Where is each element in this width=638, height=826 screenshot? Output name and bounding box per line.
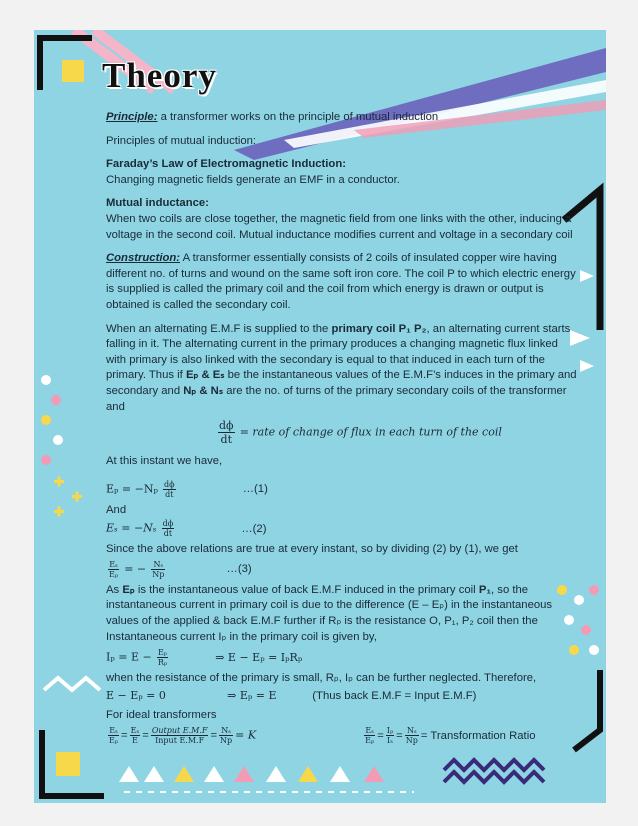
eq3-fraction-1 bbox=[108, 560, 119, 579]
ep-text-1: As bbox=[106, 583, 123, 596]
eq7-f3n: Nₛ bbox=[405, 726, 419, 736]
eq6-f3 bbox=[151, 726, 209, 745]
equation-6-7 bbox=[106, 726, 578, 745]
eq4-num: Eₚ bbox=[157, 648, 167, 658]
yellow-square-top-left bbox=[62, 60, 84, 82]
eq4-lhs: Iₚ = E − bbox=[106, 650, 152, 664]
construction-label: Construction: bbox=[106, 252, 181, 265]
eq6-f2 bbox=[130, 726, 141, 745]
rate-num: dϕ bbox=[219, 419, 234, 433]
alt-text-2: , an alternating current starts falling in it. The alternating current in the primary produces a changing magnetic flux linked with primary is also linked with the secondary is equal to that induced in each turn of the primary. Thus if bbox=[106, 322, 571, 382]
eq2-den: dt bbox=[163, 529, 173, 539]
eq1-tag: …(1) bbox=[242, 483, 268, 496]
rate-equation bbox=[106, 419, 578, 446]
eq3-num2: Nₛ bbox=[151, 560, 165, 570]
alt-bold-2: Eₚ & Eₛ bbox=[185, 369, 225, 382]
ep-text-3: , so the instantaneous current in primary coil is due to the difference (E – Eₚ) in the instantaneous values of the applied & back E.M.F further if Rₚ is the resistance O, P₁, P₂ coil then the Instantaneous current Iₚ in the primary coil is given by, bbox=[106, 583, 553, 643]
eq1-lhs: Eₚ = −Nₚ bbox=[106, 482, 158, 496]
instant-text: At this instant we have, bbox=[106, 455, 223, 468]
equation-3 bbox=[106, 560, 578, 579]
page-title: Theory bbox=[102, 56, 217, 95]
ideal-text: For ideal transformers bbox=[106, 709, 217, 722]
eq6-f3n: Output E.M.F bbox=[151, 726, 208, 736]
yellow-square-bottom-left bbox=[56, 752, 80, 776]
eq3-mid: = − bbox=[124, 562, 147, 576]
eq5-lhs: E − Eₚ = 0 bbox=[106, 688, 166, 702]
small-resistance-text: when the resistance of the primary is small, Rₚ, Iₚ can be further neglected. Therefore, bbox=[106, 672, 537, 685]
ep-bold-1: Eₚ bbox=[122, 583, 135, 596]
construction-paragraph bbox=[106, 251, 578, 313]
theory-content bbox=[102, 56, 578, 749]
eq6-f1 bbox=[108, 726, 119, 745]
eq7-f2d: Iₛ bbox=[387, 736, 393, 746]
alt-bold-1: primary coil P₁ P₂ bbox=[331, 322, 427, 335]
white-zigzag-left bbox=[44, 678, 100, 690]
equation-2 bbox=[106, 519, 578, 538]
alternating-emf-paragraph bbox=[106, 322, 578, 416]
eq7-f1n: Eₛ bbox=[365, 726, 374, 736]
construction-text: A transformer essentially consists of 2 coils of insulated copper wire having different no. of turns and wound on the same soft iron core. The coil P to which electric energy is supplied is called the primary coil and the coil from which energy is drawn or output is obtained is called the secondary coil. bbox=[106, 252, 576, 311]
eq1-fraction bbox=[163, 480, 176, 499]
principle-label: Principle: bbox=[106, 111, 158, 123]
bottom-triangles bbox=[119, 766, 384, 782]
eq2-fraction bbox=[162, 519, 175, 538]
eq3-tag: …(3) bbox=[226, 563, 252, 576]
eq2-lhs: Eₛ = −Nₛ bbox=[106, 521, 157, 535]
eq2-num: dϕ bbox=[162, 519, 174, 529]
dots-left bbox=[41, 375, 63, 465]
ep-bold-2: P₁ bbox=[478, 583, 492, 596]
equation-4 bbox=[106, 648, 578, 667]
eq2-tag: …(2) bbox=[241, 522, 267, 535]
equation-1 bbox=[106, 480, 578, 499]
eq6-f3d: Input E.M.F bbox=[155, 736, 205, 746]
eq6-f1n: Eₛ bbox=[109, 726, 118, 736]
alt-text-3: be the instantaneous values of the E.M.F’s induces in the primary and secondary and bbox=[106, 369, 577, 397]
eq3-fraction-2 bbox=[151, 560, 165, 579]
eq6-f2d: E bbox=[132, 736, 138, 746]
eq7-f2n: Iₚ bbox=[386, 726, 394, 736]
eq5-mid: ⇒ Eₚ = E bbox=[227, 688, 277, 702]
and-word: And bbox=[106, 503, 127, 516]
eq7-f2 bbox=[386, 726, 394, 745]
eq6-f4n: Nₛ bbox=[219, 726, 233, 736]
faraday-text: Changing magnetic fields generate an EMF in a conductor. bbox=[106, 173, 400, 186]
faraday-heading: Faraday’s Law of Electromagnetic Induction: bbox=[106, 158, 346, 171]
eq7-f1d: Eₚ bbox=[365, 736, 375, 746]
principles-heading: Principles of mutual induction: bbox=[106, 134, 257, 147]
faraday-paragraph bbox=[106, 157, 578, 188]
rate-den: dt bbox=[220, 433, 232, 447]
alt-text-1: When an alternating E.M.F is supplied to the bbox=[106, 322, 332, 335]
ep-paragraph bbox=[106, 583, 578, 645]
zigzag-bottom-right bbox=[444, 760, 544, 770]
equation-6: $\frac{\text{Eₛ}}{\text{Eₚ}}$ = $\frac{\text{Eₛ}}{E}$ = $\frac{\text{Output E.M.F}}{\text{Input E.M.F}}$ = $\frac{\text{Nₛ}}{Np}$ = K bbox=[109, 726, 257, 746]
eq6-f4 bbox=[219, 726, 233, 745]
eq3-den2: Np bbox=[152, 569, 165, 579]
eq3-den1: Eₚ bbox=[109, 569, 119, 579]
rate-fraction bbox=[218, 419, 235, 446]
eq6-f1d: Eₚ bbox=[109, 736, 119, 746]
mutual-text: When two coils are close together, the magnetic field from one links with the other, inducing a voltage in the second coil. Mutual inductance modifies current and voltage in a secondary coil bbox=[106, 212, 573, 241]
eq6-f4d: Np bbox=[220, 736, 233, 746]
alt-bold-3: Nₚ & Nₛ bbox=[183, 384, 224, 397]
mutual-heading: Mutual inductance: bbox=[106, 197, 209, 210]
eq7-f1 bbox=[364, 726, 375, 745]
plus-signs-left bbox=[54, 477, 82, 517]
principle-paragraph bbox=[106, 110, 578, 126]
eq7-f3d: Np bbox=[405, 736, 418, 746]
equation-5 bbox=[106, 688, 578, 705]
eq3-num1: Eₛ bbox=[109, 559, 118, 569]
alt-text-4: are the no. of turns of the primary secondary coils of the transformer and bbox=[106, 384, 567, 413]
ep-text-2: is the instantaneous value of back E.M.F induced in the primary coil bbox=[134, 583, 479, 596]
since-text: Since the above relations are true at every instant, so by dividing (2) by (1), we get bbox=[106, 543, 518, 556]
rate-rhs: = rate of change of flux in each turn of the coil bbox=[239, 425, 502, 439]
eq5-note: (Thus back E.M.F = Input E.M.F) bbox=[312, 689, 477, 702]
eq4-fraction bbox=[157, 648, 168, 667]
zigzag-bottom-right-2 bbox=[444, 772, 544, 782]
eq4-den: Rₚ bbox=[157, 658, 168, 668]
mutual-paragraph bbox=[106, 196, 578, 243]
principle-text: a transformer works on the principle of mutual induction bbox=[157, 111, 439, 123]
eq4-rhs: ⇒ E − Eₚ = IₚRₚ bbox=[215, 650, 303, 664]
eq1-num: dϕ bbox=[164, 479, 175, 489]
eq7-tail: = Transformation Ratio bbox=[420, 729, 536, 742]
equation-7: $\frac{\text{Eₛ}}{\text{Eₚ}}$ = $\frac{\text{Iₚ}}{\text{Iₛ}}$ = $\frac{\text{Nₛ}}{Np}$ = Transformation Ratio bbox=[365, 726, 536, 746]
eq6-tail: = K bbox=[235, 728, 257, 742]
eq7-f3 bbox=[405, 726, 419, 745]
eq6-f2n: Eₛ bbox=[130, 726, 140, 736]
eq1-den: dt bbox=[165, 489, 174, 499]
